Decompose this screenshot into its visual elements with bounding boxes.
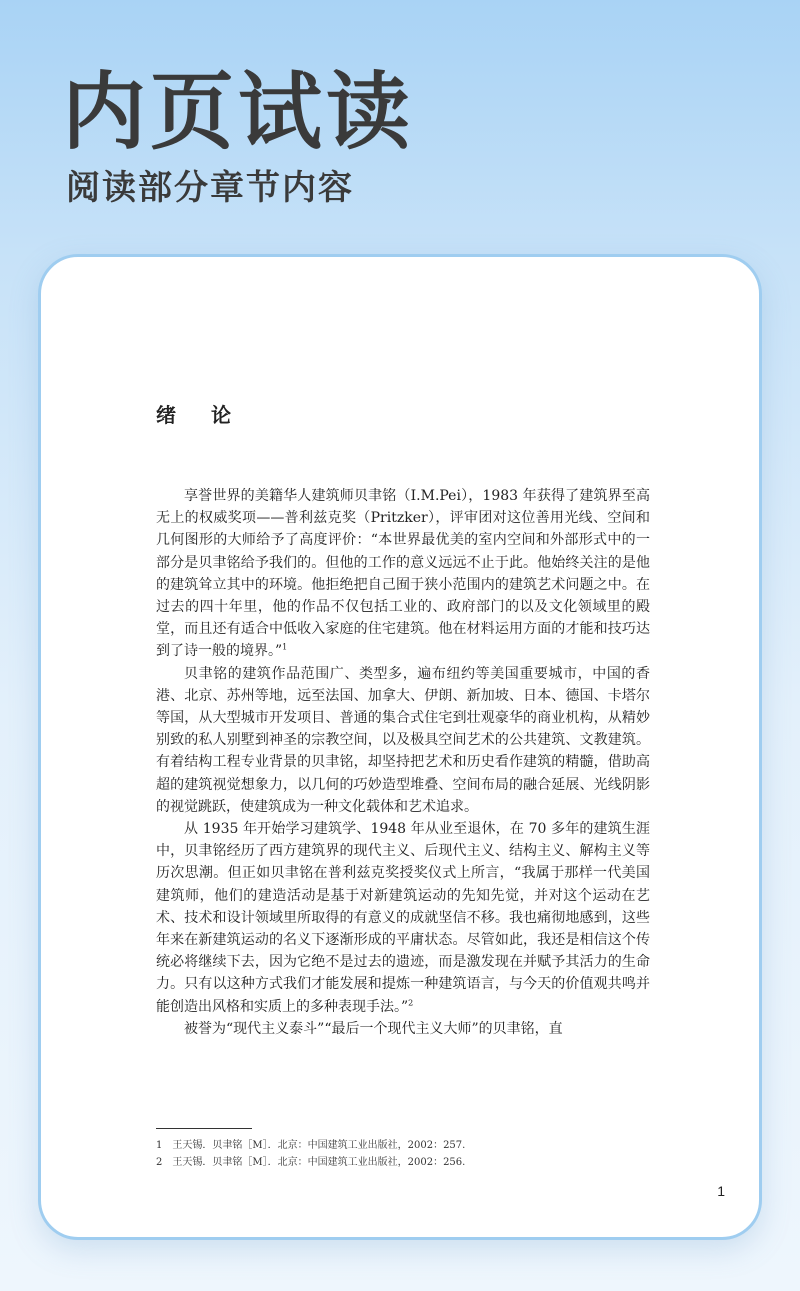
paragraph-text: 享誉世界的美籍华人建筑师贝聿铭（I.M.Pei），1983 年获得了建筑界至高无上的权威奖项——普利兹克奖（Pritzker），评审团对这位善用光线、空间和几何图形的大师给予了高度评价：“本世界最优美的室内空间和外部形式中的一部分是贝聿铭给予我们的。但他的工作的意义远远不止于此。他始终关注的是他的建筑耸立其中的环境。他拒绝把自己囿于狭小范围内的建筑艺术问题之中。在过去的四十年里，他的作品不仅包括工业的、政府部门的以及文化领域里的殿堂，而且还有适合中低收入家庭的住宅建筑。他在材料运用方面的才能和技巧达到了诗一般的境界。” [156, 488, 650, 660]
footnotes [156, 1137, 650, 1171]
footnote-number: 1 [156, 1140, 163, 1151]
paragraph [156, 485, 650, 663]
chapter-title: 绪 论 [156, 403, 245, 427]
page-number: 1 [717, 1183, 725, 1199]
footnote-reference: 1 [282, 642, 288, 652]
paragraph [156, 1018, 650, 1040]
hero-subtitle: 阅读部分章节内容 [66, 168, 354, 208]
footnote-number: 2 [156, 1157, 163, 1168]
paragraph-text: 从 1935 年开始学习建筑学、1948 年从业至退休，在 70 多年的建筑生涯中，贝聿铭经历了西方建筑界的现代主义、后现代主义、结构主义、解构主义等历次思潮。但正如贝聿铭在普利兹克奖授奖仪式上所言，“我属于那样一代美国建筑师，他们的建造活动是基于对新建筑运动的先知先觉，并对这个运动在艺术、技术和设计领域里所取得的有意义的成就坚信不移。我也痛彻地感到，这些年来在新建筑运动的名义下逐渐形成的平庸状态。尽管如此，我还是相信这个传统必将继续下去，因为它绝不是过去的遗迹，而是激发现在并赋予其活力的生命力。只有以这种方式我们才能发展和提炼一种建筑语言，与今天的价值观共鸣并能创造出风格和实质上的多种表现手法。” [156, 821, 650, 1015]
footnote-reference: 2 [408, 998, 414, 1008]
footnote-text: 王天锡．贝聿铭［M］．北京：中国建筑工业出版社，2002：256. [172, 1157, 466, 1168]
paragraph-text: 被誉为“现代主义泰斗”“最后一个现代主义大师”的贝聿铭，直 [184, 1020, 563, 1037]
paragraph [156, 818, 650, 1018]
hero-title: 内页试读 [62, 63, 415, 161]
footnote-divider [156, 1128, 252, 1129]
paragraph [156, 663, 650, 818]
paragraph-text: 贝聿铭的建筑作品范围广、类型多，遍布纽约等美国重要城市，中国的香港、北京、苏州等地，远至法国、加拿大、伊朗、新加坡、日本、德国、卡塔尔等国，从大型城市开发项目、普通的集合式住宅到壮观豪华的商业机构，从精妙别致的私人别墅到神圣的宗教空间，以及极具空间艺术的公共建筑、文教建筑。有着结构工程专业背景的贝聿铭，却坚持把艺术和历史看作建筑的精髓，借助高超的建筑视觉想象力，以几何的巧妙造型堆叠、空间布局的融合延展、光线阴影的视觉跳跃，使建筑成为一种文化载体和艺术追求。 [156, 665, 650, 815]
footnote-text: 王天锡．贝聿铭［M］．北京：中国建筑工业出版社，2002：257. [172, 1140, 466, 1151]
book-page-card [38, 254, 762, 1240]
footnote [156, 1154, 650, 1171]
body-text [156, 485, 650, 1040]
footnote [156, 1137, 650, 1154]
